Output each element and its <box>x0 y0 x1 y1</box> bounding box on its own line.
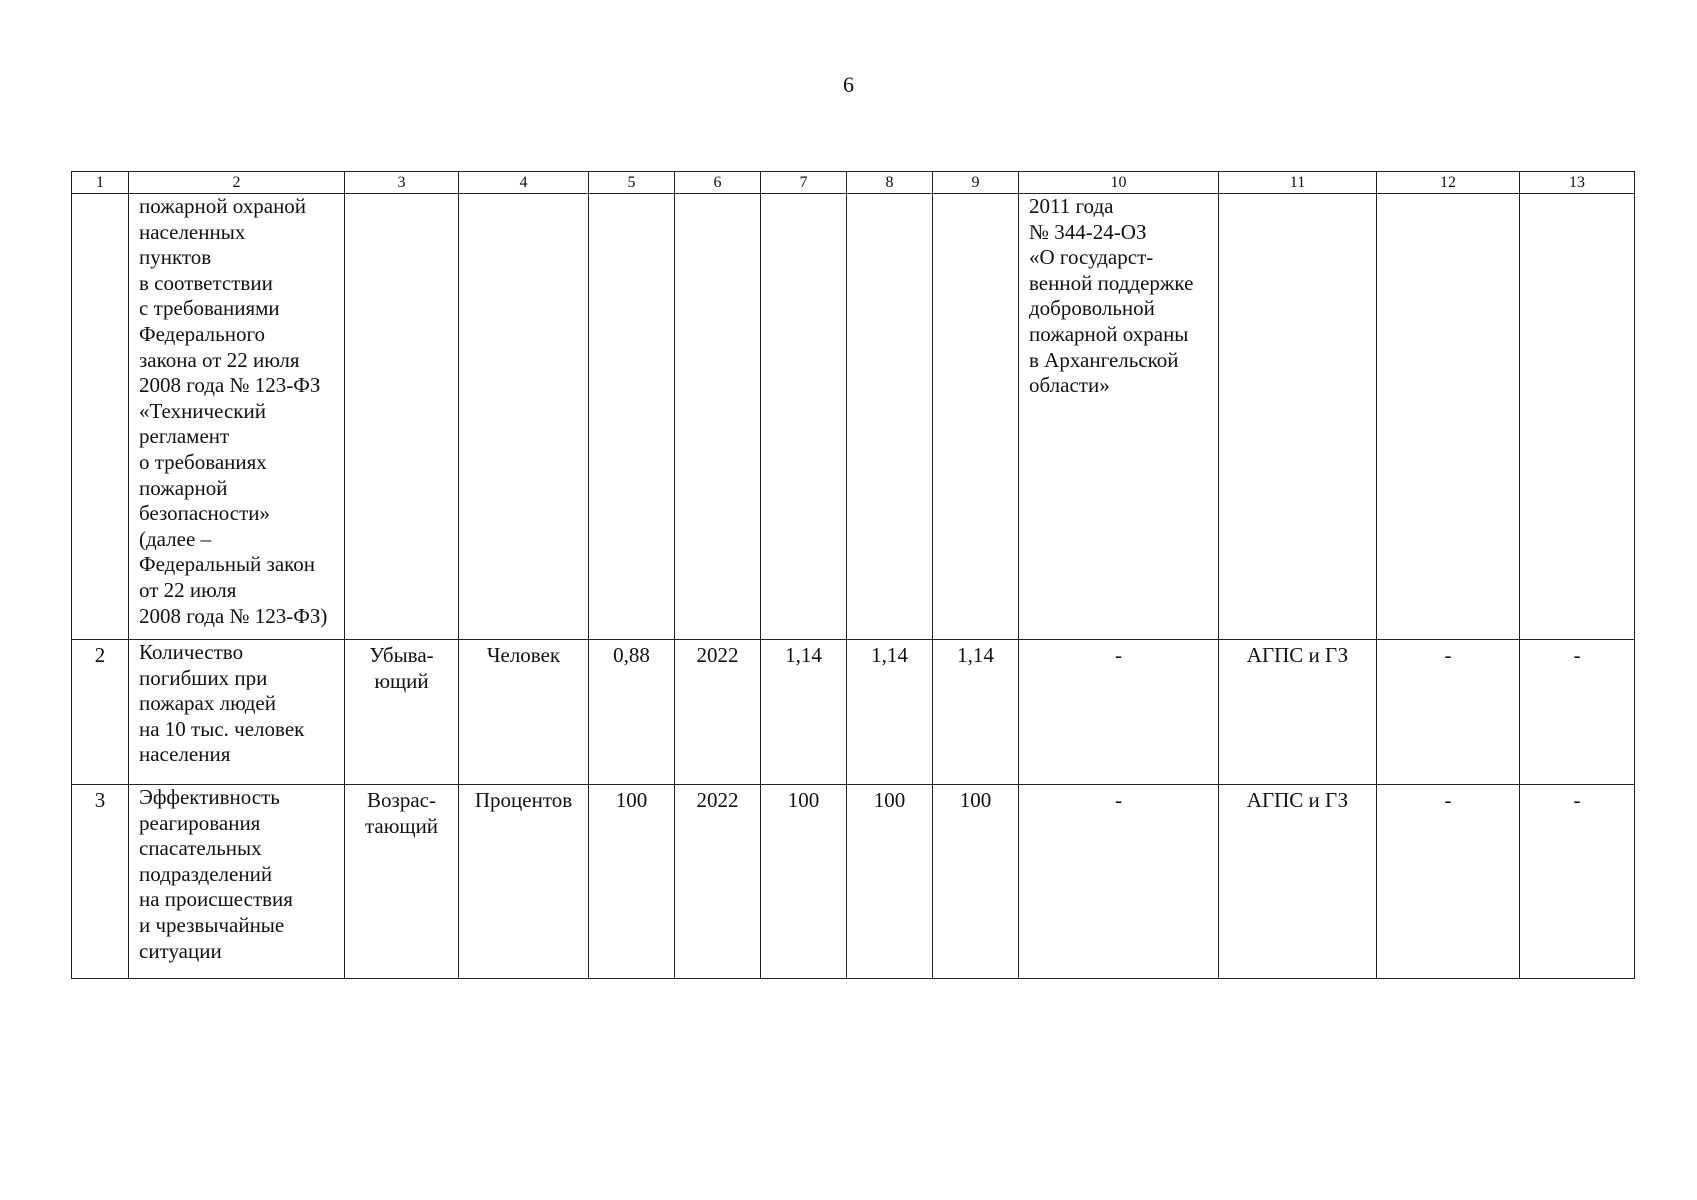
value-col-8: 100 <box>847 785 933 979</box>
responsible-body: АГПС и ГЗ <box>1219 640 1377 785</box>
indicators-table <box>71 171 1635 979</box>
legal-basis: - <box>1019 640 1219 785</box>
header-cell: 10 <box>1019 172 1219 194</box>
table-cell <box>847 194 933 640</box>
table-cell <box>589 194 675 640</box>
header-cell: 11 <box>1219 172 1377 194</box>
table-header-row <box>72 172 1635 194</box>
value-col-9: 1,14 <box>933 640 1019 785</box>
header-cell: 12 <box>1377 172 1520 194</box>
indicator-name: Количество погибших при пожарах людей на 10 тыс. человек населения <box>129 640 345 785</box>
base-year: 2022 <box>675 785 761 979</box>
row-number: 3 <box>72 785 129 979</box>
legal-basis-continuation: 2011 года № 344-24-ОЗ «О государст- венной поддержке добровольной пожарной охраны в Архангельской области» <box>1019 194 1219 640</box>
header-cell: 9 <box>933 172 1019 194</box>
table-cell <box>933 194 1019 640</box>
value-col-7: 100 <box>761 785 847 979</box>
header-cell: 2 <box>129 172 345 194</box>
table-cell <box>675 194 761 640</box>
header-cell: 13 <box>1520 172 1635 194</box>
value-col-8: 1,14 <box>847 640 933 785</box>
header-cell: 5 <box>589 172 675 194</box>
header-cell: 6 <box>675 172 761 194</box>
table-cell <box>761 194 847 640</box>
header-cell: 7 <box>761 172 847 194</box>
base-value: 100 <box>589 785 675 979</box>
table-row <box>72 785 1635 979</box>
value-col-13: - <box>1520 640 1635 785</box>
indicator-direction: Возрас- тающий <box>345 785 459 979</box>
unit-of-measure: Процентов <box>459 785 589 979</box>
value-col-13: - <box>1520 785 1635 979</box>
indicator-direction: Убыва- ющий <box>345 640 459 785</box>
header-cell: 4 <box>459 172 589 194</box>
page-number: 6 <box>843 72 854 97</box>
value-col-7: 1,14 <box>761 640 847 785</box>
table-cell <box>1219 194 1377 640</box>
header-cell: 1 <box>72 172 129 194</box>
table-cell <box>345 194 459 640</box>
header-cell: 8 <box>847 172 933 194</box>
legal-basis: - <box>1019 785 1219 979</box>
unit-of-measure: Человек <box>459 640 589 785</box>
table-cell <box>1520 194 1635 640</box>
indicator-name: Эффективность реагирования спасательных подразделений на происшествия и чрезвычайные ситуации <box>129 785 345 979</box>
value-col-12: - <box>1377 785 1520 979</box>
table-cell <box>459 194 589 640</box>
row-number: 2 <box>72 640 129 785</box>
table-row <box>72 640 1635 785</box>
base-year: 2022 <box>675 640 761 785</box>
table-row-continuation <box>72 194 1635 640</box>
table-cell <box>1377 194 1520 640</box>
table-cell <box>72 194 129 640</box>
responsible-body: АГПС и ГЗ <box>1219 785 1377 979</box>
value-col-9: 100 <box>933 785 1019 979</box>
value-col-12: - <box>1377 640 1520 785</box>
header-cell: 3 <box>345 172 459 194</box>
indicator-name-continuation: пожарной охраной населенных пунктов в соответствии с требованиями Федерального закона от 22 июля 2008 года № 123-ФЗ «Технический регламент о требованиях пожарной безопасности» (далее – Федеральный закон от 22 июля 2008 года № 123-ФЗ) <box>129 194 345 640</box>
base-value: 0,88 <box>589 640 675 785</box>
